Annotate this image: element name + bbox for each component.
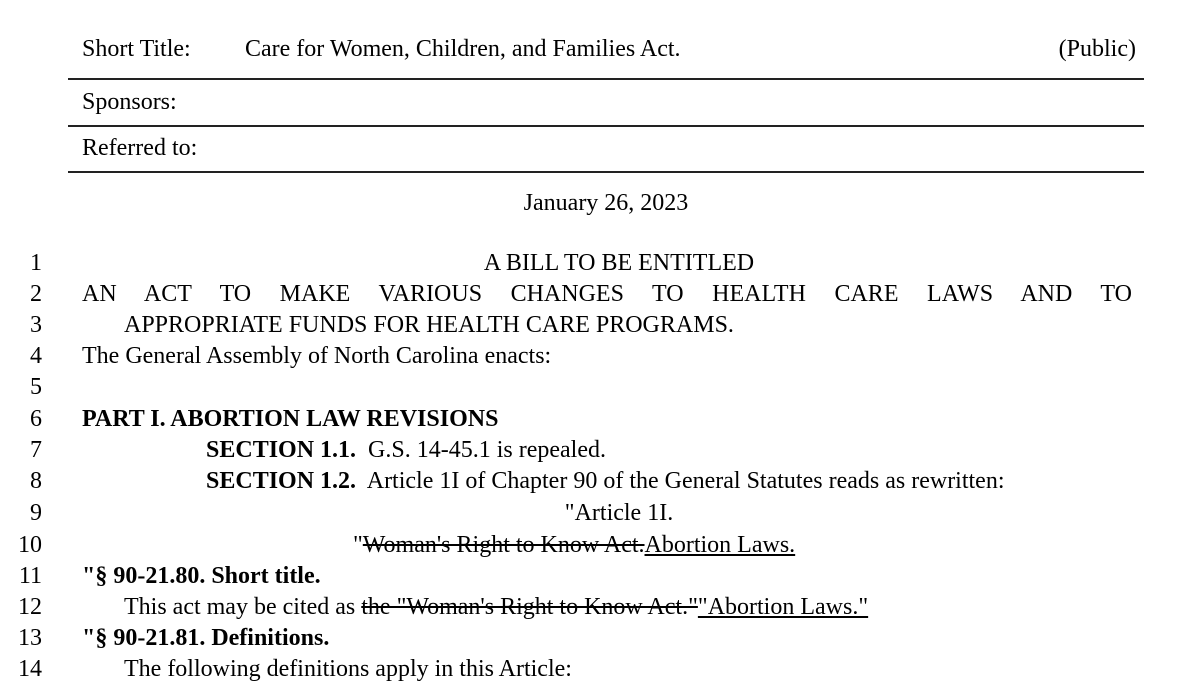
bill-line xyxy=(0,530,1200,561)
bill-line xyxy=(0,435,1200,466)
line-number: 13 xyxy=(18,625,42,651)
line-number: 9 xyxy=(30,500,42,526)
inserted-text: Abortion Laws. xyxy=(644,532,796,558)
section-label: SECTION 1.2. xyxy=(206,468,357,494)
body-text: The following definitions apply in this Article: xyxy=(124,656,572,682)
line-number: 5 xyxy=(30,374,42,400)
referred-label: Referred to: xyxy=(82,135,198,161)
bill-type: (Public) xyxy=(1058,36,1136,62)
section-label: SECTION 1.1. xyxy=(206,437,357,463)
section-text: G.S. 14-45.1 is repealed. xyxy=(368,437,606,463)
bill-line xyxy=(0,404,1200,435)
deleted-text: Woman's Right to Know Act. xyxy=(362,532,645,558)
line-number: 4 xyxy=(30,343,42,369)
line-number: 12 xyxy=(18,594,42,620)
referred-row xyxy=(68,134,1144,173)
line-number: 14 xyxy=(18,656,42,682)
bill-line xyxy=(0,341,1200,372)
line-number: 3 xyxy=(30,312,42,338)
bill-line xyxy=(0,498,1200,529)
line-number: 2 xyxy=(30,281,42,307)
line-number: 8 xyxy=(30,468,42,494)
enacting-clause: The General Assembly of North Carolina enacts: xyxy=(82,343,552,369)
bill-line xyxy=(0,372,1200,403)
bill-line xyxy=(0,310,1200,341)
section-text: Article 1I of Chapter 90 of the General Statutes reads as rewritten: xyxy=(366,468,1005,494)
sponsors-row xyxy=(68,88,1144,127)
bill-line xyxy=(0,466,1200,497)
sponsors-label: Sponsors: xyxy=(82,89,177,115)
inserted-text: "Abortion Laws." xyxy=(697,594,869,620)
deleted-text: the "Woman's Right to Know Act." xyxy=(361,594,698,620)
line-number: 7 xyxy=(30,437,42,463)
statute-heading: "§ 90-21.81. Definitions. xyxy=(82,625,330,651)
short-title-label: Short Title: xyxy=(82,36,191,62)
line-number: 10 xyxy=(18,532,42,558)
bill-line xyxy=(0,623,1200,654)
body-text: This act may be cited as xyxy=(124,594,362,620)
line-number: 6 xyxy=(30,406,42,432)
line-number: 11 xyxy=(18,563,42,589)
article-heading: "Article 1I. xyxy=(564,500,674,526)
short-title-value: Care for Women, Children, and Families Act. xyxy=(245,36,681,62)
quote-mark: " xyxy=(353,532,363,558)
bill-line xyxy=(0,592,1200,623)
bill-heading: A BILL TO BE ENTITLED xyxy=(483,250,755,276)
bill-line xyxy=(0,654,1200,685)
bill-date: January 26, 2023 xyxy=(523,190,689,216)
bill-line xyxy=(0,279,1200,310)
line-number: 1 xyxy=(30,250,42,276)
bill-line xyxy=(0,248,1200,279)
part-heading: PART I. ABORTION LAW REVISIONS xyxy=(82,406,499,432)
short-title-row xyxy=(68,35,1144,80)
bill-line xyxy=(0,561,1200,592)
act-title-line-1: AN ACT TO MAKE VARIOUS CHANGES TO HEALTH CARE LAWS AND TO xyxy=(82,281,1132,307)
act-title-line-2: APPROPRIATE FUNDS FOR HEALTH CARE PROGRAMS. xyxy=(124,312,734,338)
statute-heading: "§ 90-21.80. Short title. xyxy=(82,563,321,589)
